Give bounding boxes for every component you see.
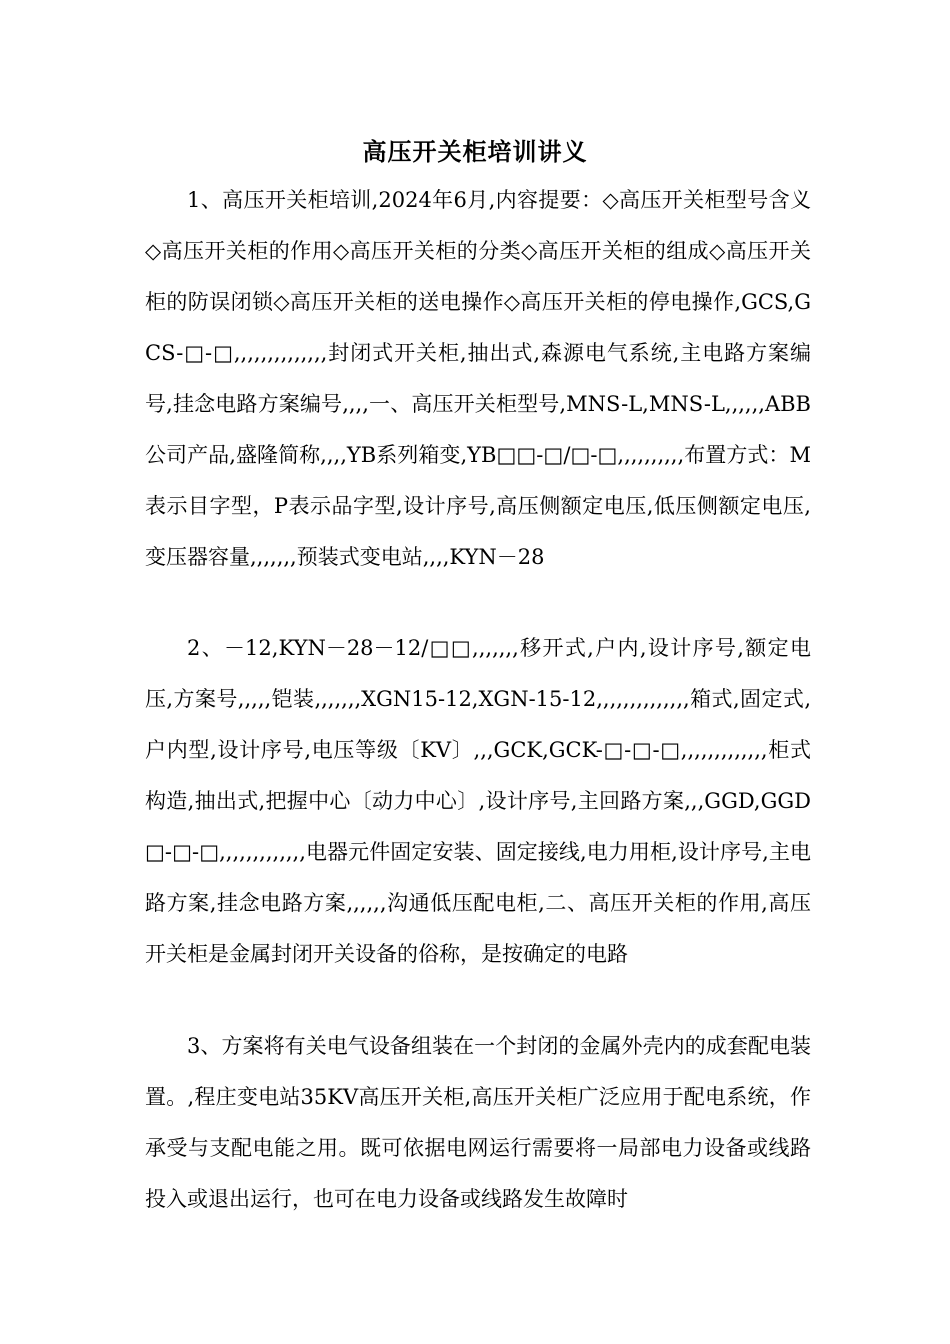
paragraph-2: 2、－12,KYN－28－12/□□,,,,,,,移开式,户内,设计序号,额定电压,方案号,,,,,铠装,,,,,,,XGN15-12,XGN-15-12,,,,,,,,,,,,,,箱式,固定式,户内型,设计序号,电压等级〔KV〕,,,GCK,GCK-□-□-□,,,,,,,,,,,,,柜式构造,抽出式,把握中心〔动力中心〕,设计序号,主回路方案,,,GGD,GGD□-□-□,,,,,,,,,,,,,电器元件固定安装、固定接线,电力用柜,设计序号,主电路方案,挂念电路方案,,,,,,沟通低压配电柜,二、高压开关柜的作用,高压开关柜是金属封闭开关设备的俗称，是按确定的电路 (145, 636, 811, 966)
document-title: 高压开关柜培训讲义 (362, 137, 588, 166)
paragraph-1: 1、高压开关柜培训,2024年6月,内容提要：◇高压开关柜型号含义◇高压开关柜的作用◇高压开关柜的分类◇高压开关柜的组成◇高压开关柜的防误闭锁◇高压开关柜的送电操作◇高压开关柜的停电操作,GCS,GCS-□-□,,,,,,,,,,,,,,封闭式开关柜,抽出式,森源电气系统,主电路方案编号,挂念电路方案编号,,,,一、高压开关柜型号,MNS-L,MNS-L,,,,,,ABB公司产品,盛隆简称,,,,YB系列箱变,YB□□-□/□-□,,,,,,,,,,布置方式：M表示目字型，P表示品字型,设计序号,高压侧额定电压,低压侧额定电压,变压器容量,,,,,,,预装式变电站,,,,KYN－28 (145, 188, 811, 569)
paragraph-3: 3、方案将有关电气设备组装在一个封闭的金属外壳内的成套配电装置。,程庄变电站35KV高压开关柜,高压开关柜广泛应用于配电系统，作承受与支配电能之用。既可依据电网运行需要将一局部电力设备或线路投入或退出运行，也可在电力设备或线路发生故障时 (145, 1034, 811, 1211)
